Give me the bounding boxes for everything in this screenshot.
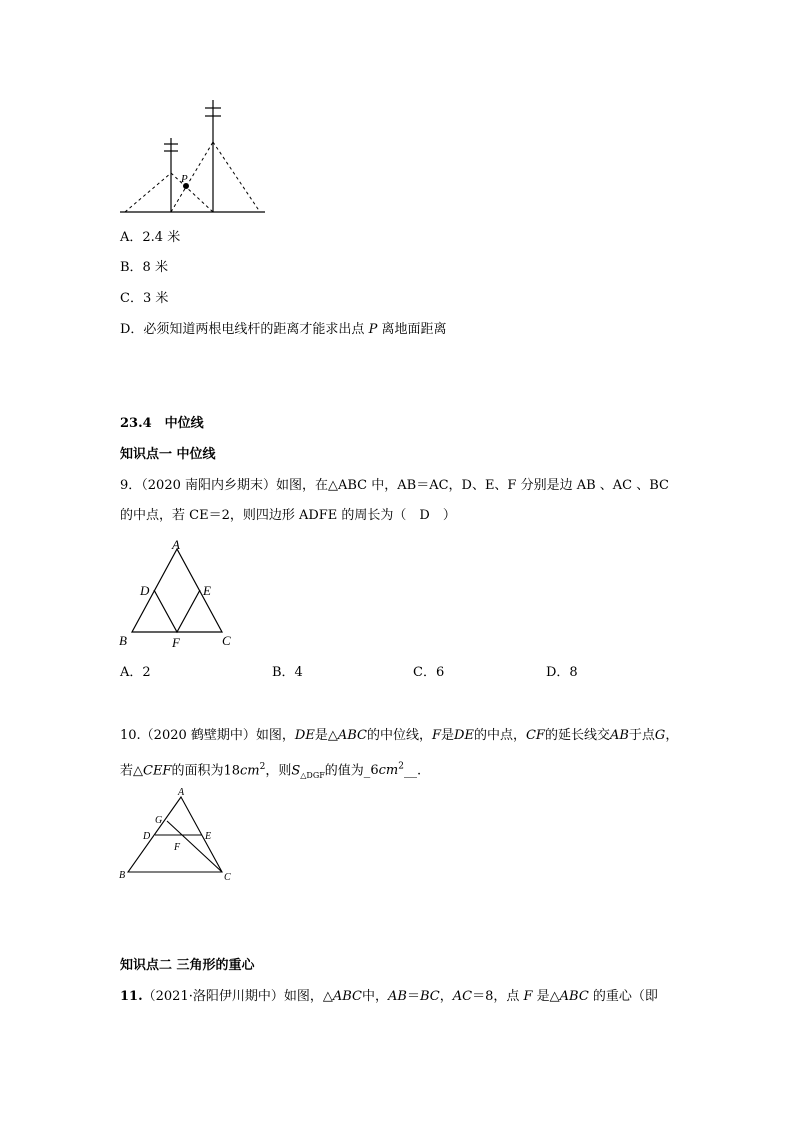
q10-answer: $6cm^2$	[370, 762, 404, 779]
q8-option-d: D．必须知道两根电线杆的距离才能求出点 P 离地面距离	[120, 322, 447, 337]
q10-label-f: F	[174, 842, 181, 853]
q9-option-d: D．8	[546, 665, 578, 680]
q10-label-c: C	[224, 872, 231, 883]
q11-stem-line1: 11.（2021·洛阳伊川期中）如图，△ABC中，AB＝BC，AC＝8，点 F 是△ABC 的重心（即	[120, 989, 658, 1004]
q9-label-a: A	[172, 537, 180, 552]
q9-label-f: F	[172, 635, 180, 650]
q9-option-a: A．2	[120, 665, 151, 680]
q8-option-a: A．2.4 米	[120, 230, 181, 245]
q9-stem-line2: 的中点，若 CE＝2，则四边形 ADFE 的周长为（ D ）	[120, 508, 456, 523]
knowledge-point-1-title: 知识点一 中位线	[120, 447, 216, 462]
q9-option-c: C．6	[413, 665, 445, 680]
q9-label-e: E	[203, 583, 211, 598]
q8-option-b: B．8 米	[120, 260, 168, 275]
point-p-label: P	[181, 173, 188, 185]
q10-label-a: A	[178, 787, 185, 798]
q9-label-d: D	[140, 583, 150, 598]
q9-label-b: B	[119, 633, 127, 648]
q10-label-e: E	[205, 831, 212, 842]
section-title: 23.4 中位线	[120, 416, 204, 431]
q9-stem-line1: 9．（2020 南阳内乡期末）如图，在△ABC 中，AB＝AC，D、E、F 分别是边 AB 、AC 、BC	[120, 478, 670, 493]
q9-option-b: B．4	[272, 665, 303, 680]
q10-stem-line2: 若△CEF的面积为$18cm^2$，则$S_{\triangle DGF}$的值为$\_6cm^2\_\_$.	[120, 762, 422, 780]
q8-option-c: C．3 米	[120, 291, 169, 306]
knowledge-point-2-title: 知识点二 三角形的重心	[120, 958, 255, 973]
q10-label-g: G	[155, 815, 163, 826]
q10-label-d: D	[143, 831, 151, 842]
q10-stem-line1: 10.（2020 鹤壁期中）如图，DE是△ABC的中位线，F是DE的中点，CF的延长线交AB于点G，	[120, 728, 679, 743]
q10-label-b: B	[119, 870, 126, 881]
q9-label-c: C	[222, 633, 231, 648]
